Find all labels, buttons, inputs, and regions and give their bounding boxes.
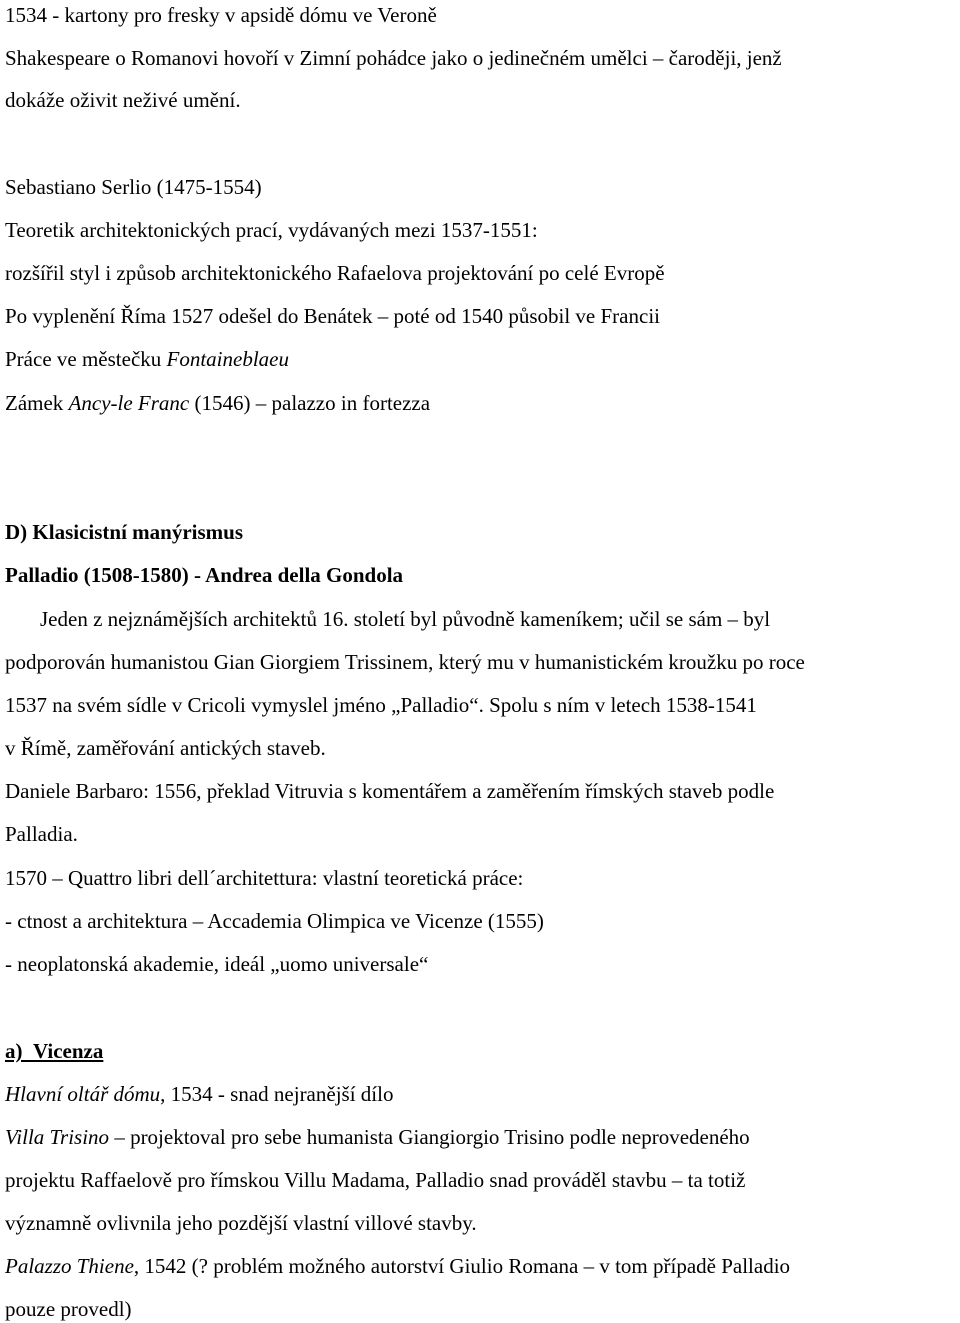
text-line: Jeden z nejznámějších architektů 16. století byl původně kameníkem; učil se sám – byl [40, 607, 771, 631]
text-line [5, 1081, 393, 1107]
text-line: Po vyplenění Říma 1527 odešel do Benátek – poté od 1540 působil ve Francii [5, 304, 660, 328]
section-heading [5, 1038, 103, 1064]
text-line: 1570 – Quattro libri dell´architettura: vlastní teoretická práce: [5, 866, 524, 890]
text-line: významně ovlivnila jeho pozdější vlastní villové stavby. [5, 1211, 477, 1235]
section-gap [23, 1039, 34, 1063]
text-segment: Zámek [5, 391, 69, 415]
italic-term: Palazzo Thiene [5, 1254, 134, 1278]
section-subheading: Palladio (1508-1580) - Andrea della Gondola [5, 563, 404, 587]
text-segment: , 1534 - snad nejranější dílo [160, 1082, 394, 1106]
italic-term: Ancy-le Franc [68, 391, 190, 415]
italic-term: Fontaineblaeu [166, 347, 289, 371]
text-line: - neoplatonská akademie, ideál „uomo universale“ [5, 952, 429, 976]
text-line: 1537 na svém sídle v Cricoli vymyslel jméno „Palladio“. Spolu s ním v letech 1538-1541 [5, 693, 757, 717]
section-heading: D) Klasicistní manýrismus [5, 520, 244, 544]
text-line: podporován humanistou Gian Giorgiem Trissinem, který mu v humanistickém kroužku po roce [5, 650, 805, 674]
text-line: Daniele Barbaro: 1556, překlad Vitruvia s komentářem a zaměřením římských staveb podle [5, 779, 775, 803]
italic-term: Hlavní oltář dómu [5, 1082, 161, 1106]
text-line: Palladia. [5, 822, 78, 846]
text-line: 1534 - kartony pro fresky v apsidě dómu ve Veroně [5, 3, 437, 27]
text-line: projektu Raffaelově pro římskou Villu Madama, Palladio snad prováděl stavbu – ta totiž [5, 1168, 746, 1192]
text-line [5, 1253, 790, 1279]
italic-term: Villa Trisino [5, 1125, 110, 1149]
text-line: pouze provedl) [5, 1297, 132, 1321]
text-segment: (1546) – palazzo in fortezza [189, 391, 431, 415]
section-heading: Sebastiano Serlio (1475-1554) [5, 175, 262, 199]
text-line: v Římě, zaměřování antických staveb. [5, 736, 326, 760]
text-line: dokáže oživit neživé umění. [5, 88, 241, 112]
text-line: rozšířil styl i způsob architektonického Rafaelova projektování po celé Evropě [5, 261, 665, 285]
text-line: Teoretik architektonických prací, vydávaných mezi 1537-1551: [5, 218, 538, 242]
text-segment: , 1542 (? problém možného autorství Giulio Romana – v tom případě Palladio [133, 1254, 791, 1278]
text-line [5, 346, 289, 372]
text-segment: Práce ve městečku [5, 347, 167, 371]
text-line: - ctnost a architektura – Accademia Olimpica ve Vicenze (1555) [5, 909, 544, 933]
text-line: Shakespeare o Romanovi hovoří v Zimní pohádce jako o jedinečném umělci – čaroději, jenž [5, 46, 782, 70]
text-line [5, 390, 430, 416]
section-title: Vicenza [33, 1039, 104, 1063]
text-line [5, 1124, 750, 1150]
text-segment: – projektoval pro sebe humanista Giangiorgio Trisino podle neprovedeného [109, 1125, 750, 1149]
section-label: a) [5, 1039, 23, 1063]
